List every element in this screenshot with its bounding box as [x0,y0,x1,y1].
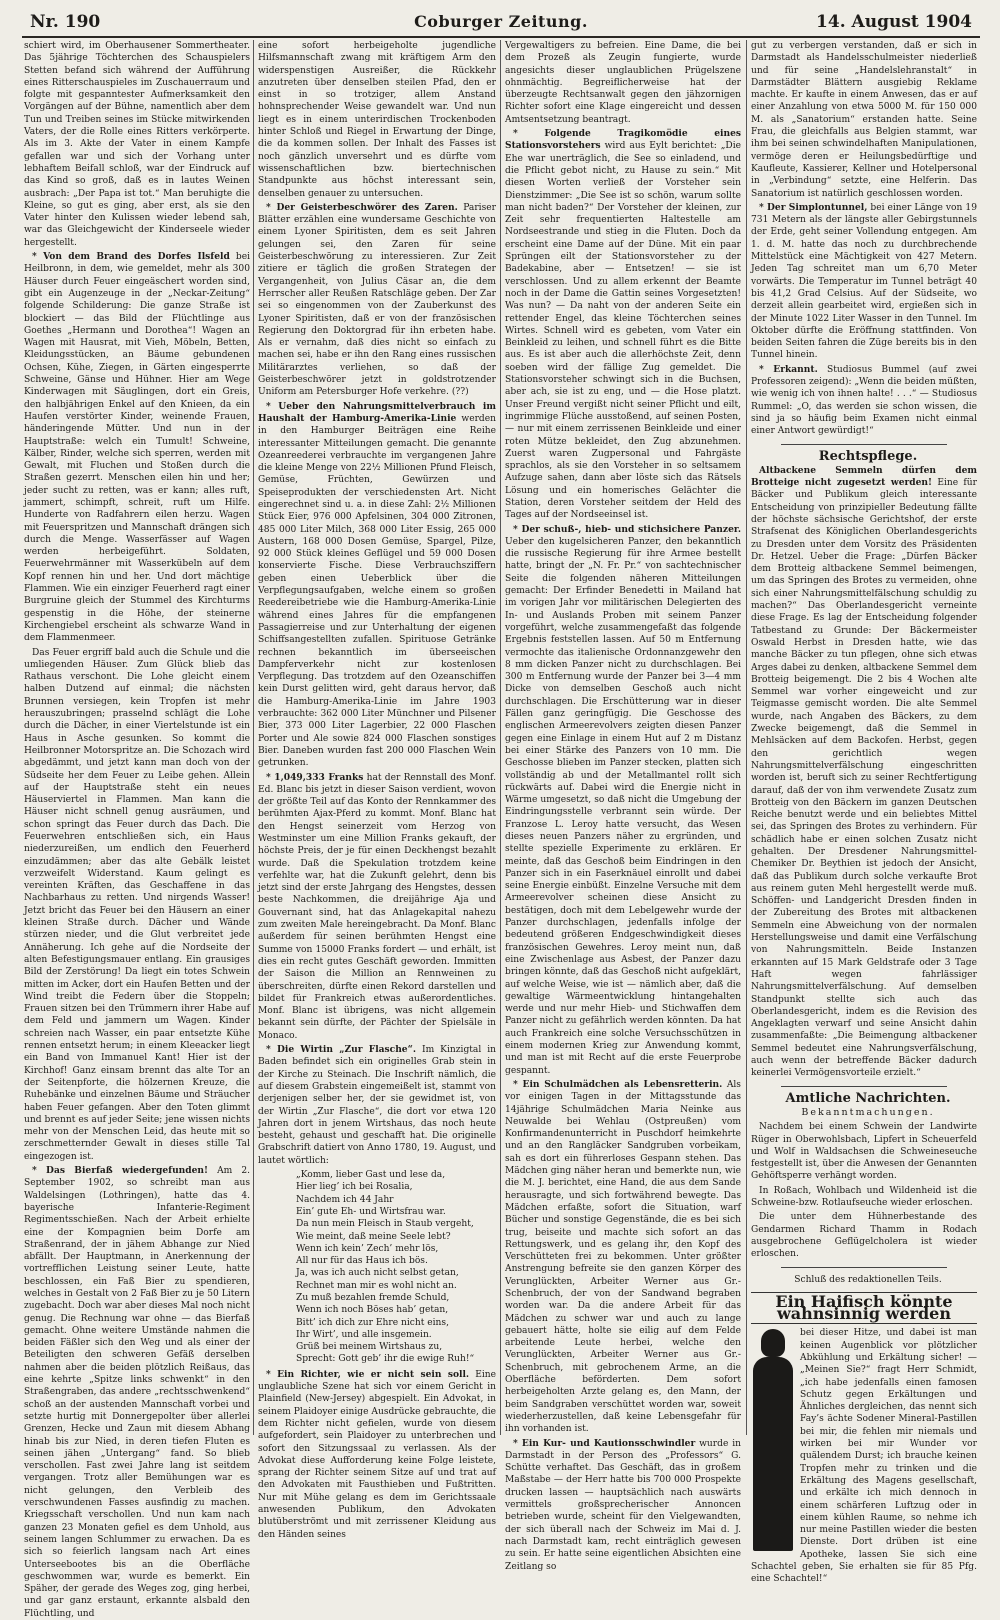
article-title: * Von dem Brand des Dorfes Ilsfeld [32,251,230,263]
notice-text: In Roßach, Wohlbach und Wildenheid ist die Schweine-bzw. Rotlaufseuche wieder erloschen. [751,1185,977,1209]
article-text: eine sofort herbeigeholte jugendliche Hilfsmannschaft zwang mit kräftigem Arm den widerspenstigen Ausreißer, die Rückkehr anzutreten über denselben steilen Pfad, den er einst in so trotziger, allem Anstand hohnsprechender Weise gewandelt war. Und nun liegt es in einem unterirdischen Trockenboden hinter Schloß und Riegel in Erwartung der Dinge, die da kommen sollen. Der Inhalt des Fasses ist noch gänzlich unversehrt und es dürfte vom wissenschaftlichen bzw. biertechnischen Standpunkte aus höchst interessant sein, denselben genauer zu untersuchen. [258,41,496,199]
poem-line: Wenn ich kein’ Zech’ mehr lös, [296,1243,439,1254]
article-girl [505,1079,741,1436]
article-text: hat der Rennstall des Monf. Ed. Blanc bis jetzt in dieser Saison verdient, wovon der größte Teil auf das Konto der Rennkammer des berühmten Ajax-Pferd zu kommt. Monf. Blanc hat den Hengst seinerzeit vom Herzog von Westminster um eine Million Franks gekauft, der höchste Preis, der je für einen Deckhengst bezahlt wurde. Daß die Spekulation trotzdem keine verfehlte war, hat die Zukunft gelehrt, denn bis jetzt sind der erste Jahrgang des Hengstes, dessen beste Nachkommen, die dreijährige Aja und Gouvernant sind, hat das Anlagekapital nahezu zum zweiten Male hereingebracht. Da Monf. Blanc außerdem für seinen berühmten Hengst eine Summe von 15000 Franks fordert — und erhält, ist dies ein recht gutes Geschäft geworden. Immitten der Saison die Million an Rennweinen zu überschreiten, dürfte einen Rekord darstellen und bildet für Frankreich etwas außerordentliches. Monf. Blanc ist übrigens, was nicht allgemein bekannt sein dürfte, der Pächter der Spielsäle in Monaco. [258,772,496,1041]
section-divider [781,1086,947,1087]
poem-line: All nur für das Haus ich bös. [296,1256,428,1267]
article-text: Ueber den kugelsicheren Panzer, den bekanntlich die russische Regierung für ihre Armee bestellt hatte, bringt der „N. Fr. Pr.“ von sachtechnischer Seite die folgenden näheren Mitteilungen gemacht: Der Erfinder Benedetti in Mailand hat im vorigen Jahr vor militärischen Delegierten des In- und Auslands Proben mit seinem Panzer vorgeführt, welche zusammengefaßt das folgende Ergebnis feststellen lassen. Auf 50 m Entfernung vermochte das italienische Ordonnanzgewehr den 8 mm dicken Panzer nicht zu durchschlagen. Bei 300 m Entfernung wurde der Panzer bei 3—4 mm Dicke von demselben Geschoß auch nicht durchschlagen. Die Erschütterung war in dieser Fällen ganz geringfügig. Die Geschosse des englischen Armeerevolvers zeigten diesen Panzer gegen eine Einlage in einem Hut auf 2 m Distanz bei einer Stärke des Panzers von 10 mm. Die Geschosse blieben im Panzer stecken, platten sich vollständig ab und der Metallmantel rollt sich rückwärts auf. Dabei wird die Energie nicht in Wärme umgesetzt, so daß nicht die Umgebung der Eindringungsstelle verbrannt sein würde. Der Franzose L. Leroy hatte versucht, das Wesen dieses neuen Panzers näher zu ergründen, und stellte spezielle Experimente zu erklären. Er meinte, daß das Geschoß beim Eindringen in den Panzer sich in ein Faserknäuel einrollt und dabei seine Energie einbüßt. Einzelne Versuche mit dem Armeerevolver scheinen diese Ansicht zu bestätigen, doch mit dem Lebelgewehr wurde der Panzer durchschlagen, jedenfalls infolge der bedeutend größeren Endgeschwindigkeit dieses französischen Gewehres. Leroy meint nun, daß eine Zwischenlage aus Asbest, der Panzer dazu bringen könnte, daß das Geschoß nicht aufgeklärt, auf welche Weise, wie ist — nämlich aber, daß die gewaltige Wärmeentwicklung hintangehalten werde und nur mehr Hieb- und Stichwaffen dem Panzer nicht zu gefährlich werden könnten. Da hat auch Frankreich eine solche Versuchsschützen in einem modernen Krieg zur Anwendung kommt, und man ist mit Recht auf die erste Feuerprobe gespannt. [505,536,741,1076]
article-judge [258,1369,496,1541]
poem-line: Ein’ gute Eh- und Wirtsfrau war. [296,1206,446,1217]
article-text: bei Heilbronn, in dem, wie gemeldet, mehr als 300 Häuser durch Feuer eingeäschert worden sind, gibt ein Augenzeuge in der „Neckar-Zeitung“ folgende Schilderung: Die ganze Straße ist blockiert — das Bild der Flüchtlinge aus Goethes „Hermann und Dorothea“! Wagen an Wagen mit Hausrat, mit Vieh, Möbeln, Betten, Kleidungsstücken, an Bäume gebundenen Ochsen, Kühe, Ziegen, in Gärten eingesperrte Schweine, Gänse und Hühner. Hier am Wege Kinderwagen mit Säuglingen, dort ein Greis, den halbjährigen Enkel auf den Knieen, da ein Haufen verstörter Kinder, weinende Frauen, händeringende Mütter. Und nun in der Hauptstraße: welch ein Tumult! Schweine, Kälber, Rinder, welche sich sperren, werden mit Gewalt, mit Fluchen und Stoßen durch die Straßen gezerrt. Menschen eilen hin und her; jeder sucht zu retten, was er kann; alles ruft, jammert, schimpft, schreit, ruft um Hilfe. Hunderte von Radfahrern eilen herzu. Wagen mit Feuerspritzen und Mannschaft drängen sich durch die Menge. Wasserfässer auf Wagen werden herbeigeführt. Soldaten, Feuerwehrmänner mit Wasserkübeln auf dem Kopf rennen hin und her. Und dort mächtige Flammen. Wie ein einziger Feuerherd ragt einer Burgruine gleich der Stummel des Kirchturms gespenstig in die Höhe, der steinerne Kirchengiebel erscheint als schwarze Wand in dem Flammenmeer. [24,252,250,644]
article-title: Altbackene Semmeln dürfen dem Brotteige nicht zugesetzt werden! [751,464,977,489]
article-title: * Der schuß-, hieb- und stichsichere Panzer. [513,523,741,535]
masthead [22,6,980,38]
poem-line: Wenn ich noch Böses hab’ getan, [296,1305,449,1316]
poem-line: Zu muß bezahlen fremde Schuld, [296,1292,450,1303]
article-bread [751,465,977,1080]
issue-date: 14. August 1904 [816,12,972,32]
article-francs [258,772,496,1043]
advertisement [751,1327,977,1585]
epitaph-poem [258,1169,496,1366]
section-subheading: Bekanntmachungen. [801,1106,935,1118]
article-text: Am 2. September 1902, so schreibt man aus Waldelsingen (Lothringen), hatte das 4. bayerische Infanterie-Regiment Regimentsschießen. Nach der Arbeit erhielte eine der Kompagnien beim Dorfe am Straßenrand, der in jähem Abhange zur Nied abfällt. Der Hauptmann, in Anerkennung der vortrefflichen Leistung seiner Leute, hatte beschlossen, ein Faß Bier zu spendieren, welches in Gestalt von 2 Faß Bier zu je 50 Litern zugebacht. Doch war aber dieses Mal noch nicht genug. Die Rechnung war ohne — das Bierfaß gemacht. Ohne weitere Umstände nahmen die beiden Fäßler sich den Weg und als einer der Beteiligten den schweren Gefäß derselben nahmen aber die beiden plötzlich Reißaus, das eine kehrte „Spitze links schwenkt“ in den Straßengraben, das andere „rechtsschwenkend“ schoß an der austenden Mannschaft vorbei und setzte hurtig mit Donnergepolter über allerlei Grenzen, Hecke und Zaun mit diesem Abhang hinab bis zur Nied, in deren tiefen Fluten es seinen jähen „Untergang“ fand. So blieb verschollen. Fast zwei Jahre lang ist seitdem vergangen. Trotz aller Bemühungen war es nicht gelungen, den Verbleib des verschwundenen Fasses ausfindig zu machen. Kriegsschaft verschollen. Und nun kam nach ganzen 23 Monaten gefiel es dem Unhold, aus seinem langen Schlummer zu erwachen. Da es sich so feierlich langsam nach Art eines Unterseebootes bis an die Oberfläche geschwommen war, wurde es bemerkt. Ein Späher, der gerade des Weges zog, ging herbei, und gar ganz erstaunt, erkannte alsbald den Flüchtling, und [24,1166,250,1619]
article-text: wurde in Darmstadt in der Person des „Professors“ G. Schütte verhaftet. Das Geschäft, das in großem Maßstabe — der Herr hatte bis 700 000 Prospekte drucken lassen — hauptsächlich nach auswärts vermittels großsprecherischer Annoncen betrieben wurde, scheint für den Vielgewandten, der sich überall nach der Schweiz im Mai d. J. nach Darmstadt kam, recht einträglich gewesen zu sein. Er hatte seine eigentlichen Absichten eine Zeitlang so [505,1438,741,1572]
article-title: * Die Wirtin „Zur Flasche“. [266,1044,416,1056]
article-title: * Erkannt. [759,363,818,375]
article-food [258,401,496,770]
poem-line: Wie meint, daß meine Seele lebt? [296,1231,451,1242]
article-beer [24,1165,250,1620]
article-text: Pariser Blätter erzählen eine wundersame Geschichte von einem Lyoner Spiritisten, dem es seit Jahren gelungen sei, den Zaren für seine Geisterbeschwörung zu interessieren. Zur Zeit zitiere er täglich die großen Strategen der Vergangenheit, von Julius Cäsar an, die dem Herrscher aller Reußen Ratschläge geben. Der Zar sei so eingenommen von der Zauberkunst des Lyoner Spiritisten, daß er von der französischen Regierung den Doktorgrad für ihn erbeten habe. Als er vernahm, daß dies nicht so einfach zu machen sei, habe er ihn den Rang eines russischen Militärarztes verliehen, so daß der Geisterbeschwörer jetzt in goldstrotzender Uniform am Petersburger Hofe verkehre. (??) [258,202,496,398]
notice-text: Nachdem bei einem Schwein der Landwirte Rüger in Oberwohlsbach, Lipfert in Scheuerfeld und Wolf in Waldsachsen die Schweineseuche festgestellt ist, über die Anwesen der Genannten Gehöftsperre verhängt worden. [751,1122,978,1182]
article-text: Als vor einigen Tagen in der Mittagsstunde das 14jährige Schulmädchen Maria Neinke aus Neuwalde bei Wehlau (Ostpreußen) vom Konfirmandenunterricht in Puschdorf heimkehrte und an den Rangläcker Sandgruben vorbeikam, sah es dort ein führerloses Gespann stehen. Das Mädchen ging näher heran und bemerkte nun, wie die M. J. berichtet, eine Hand, die aus dem Sande herausragte, und sich fortwährend bewegte. Das Mädchen erfaßte, sofort die Situation, warf Bücher und sonstige Gegenstände, die es bei sich trug, beiseite und machte sich sofort an das Rettungswerk, und es gelang ihr, den Kopf des Verschütteten frei zu bekommen. Unter größter Anstrengung befreite sie den ganzen Körper des Verunglückten, Arbeiter Werner aus Gr.-Schenbruch, der von der Sandwand begraben worden war. Da die andere Arbeit für das Mädchen zu schwer war und auch zu lange gebauert hätte, holte sie eilig auf dem Felde arbeitende Leute herbei, welche den Verunglückten, Arbeiter Werner aus Gr.-Schenbruch, mit gebrochenem Arme, an die Oberfläche beförderten. Dem sofort herbeigeholten Arzte gelang es, den Mann, der beim Sandgraben verschüttet worden war, soweit wiederherzustellen, daß keine Lebensgefahr für ihn vorhanden ist. [505,1079,741,1435]
column-3 [505,40,741,1572]
poem-line: Sprecht: Gott geb’ ihr die ewige Ruh!“ [296,1354,475,1365]
article-inn [258,1044,496,1167]
poem-line: Nachdem ich 44 Jahr [296,1194,394,1205]
advertisement-text: bei dieser Hitze, und dabei ist man keinen Augenblick vor plötzlicher Abkühlung und Erkältung sicher! — „Meinen Sie?“ fragt Herr Schmidt, „ich habe jedenfalls einen famosen Schutz gegen Erkältungen und Ähnliches dergleichen, das nennt sich Fay’s ächte Sodener Mineral-Pastillen bei mir, die fehlen mir niemals und wirken bei mir Wunder vor quälendem Durst; ich brauche keinen Tropfen mehr zu trinken und die Erkältung des Magens gesellschaft, und erkälte ich mich dennoch in einem schärferen Luftzug oder in einem kühlen Raume, so nehme ich nur meine Pastillen wieder die besten Dienste. Dort drüben ist eine Apotheke, lassen Sie sich eine Schachtel geben, Sie erhalten sie für 85 Pfg. eine Schachtel!“ [751,1328,977,1585]
column-divider [500,40,501,1435]
column-1 [24,40,250,1619]
section-divider [781,1267,947,1268]
poem-line: Grüß bei meinem Wirtshaus zu, [296,1342,443,1353]
article-title: * 1,049,333 Franks [266,771,364,783]
article-armor [505,524,741,1077]
notice-text: Die unter dem Hühnerbestande des Gendarmen Richard Thamm in Rodach ausgebrochene Geflügelcholera ist wieder erloschen. [751,1212,977,1260]
column-divider [253,40,254,1435]
article-text: Im Kinzigtal in Baden befindet sich ein originelles Grab stein in der Kirche zu Steinach. Die Inschrift nämlich, die auf diesem Grabstein eingemeißelt ist, stammt von derjenigen selber her, der sie gewidmet ist, von der Wirtin „Zur Flasche“, die dort vor etwa 120 Jahren dort in jenem Wirtshaus, das noch heute besteht, gehaust und geschafft hat. Die originelle Grabschrift datiert von Anno 1780, 19. August, und lautet wörtlich: [258,1045,496,1166]
poem-line: Hier lieg’ ich bei Rosalia, [296,1182,413,1193]
article-fire [24,251,250,645]
section-divider [781,444,947,445]
issue-number: Nr. 190 [30,12,101,32]
article-text: Das Feuer ergriff bald auch die Schule und die umliegenden Häuser. Zum Glück blieb das Rathaus verschont. Die Lohe gleicht einem halben Dutzend auf einmal; die nächsten Brunnen versiegen, kein Tropfen ist mehr herauszubringen; prasselnd schlägt die Lohe durch die Dächer, in einer Viertelstunde ist ein Haus in Asche gesunken. So kommt die Heilbronner Motorspritze an. Die Schozach wird abgedämmt, und jetzt kann man doch von der Südseite her dem Feuer zu Leibe gehen. Allein auf der Hauptstraße steht ein neues Häuserviertel in Flammen. Man kann die Häuser nicht schnell genug ausräumen, und schon springt das Feuer durch das Dach. Die Feuerwehren entschließen sich, ein Haus niederzureißen, um endlich den Feuerherd einzudämmen; aber das alte Gebälk leistet verzweifelt Widerstand. Kaum gelingt es vereinten Kräften, das Geschaffene in das Nachbarhaus zu retten. Und nirgends Wasser! Jetzt bricht das Feuer bei den Häusern an einer kleinen Straße durch. Dächer und Wände stürzen nieder, und die Glut verbreitet jede Annäherung. Ich gehe auf die Nordseite der alten Befestigungsmauer entlang. Ein grausiges Bild der Zerstörung! Da liegt ein totes Schwein mitten im Acker, dort ein Haufen Betten und der Wind treibt die Federn über die Stoppeln; Frauen sitzen bei den Trümmern ihrer Habe auf dem Feld und jammern um Wagen. Kinder schreien nach Wasser, ein paar entsetzte Kühe rennen entsetzt herum; in einem Kleeacker liegt ein Band von Immanuel Kant! Hier ist der Kirchhof! Ganz einsam brennt das alte Tor an der Seitenpforte, die hölzernen Kreuze, die Ruhebänke und einzelnen Bäume und Sträucher haben Feuer gefangen. Aber den Toten glimmt und brennt es auf jeder Seite; jene wissen nichts mehr von der Menschen Leid, das heute mit so zerschmetternder Gewalt in dieses stille Tal eingezogen ist. [24,647,250,1162]
article-title: * Ueber den Nahrungsmittelverbrauch im Haushalt der Hamburg-Amerika-Linie [258,400,496,424]
poem-line: Bitt’ ich dich zur Ehre nicht eins, [296,1317,449,1328]
poem-line: Rechnet man mir es wohl nicht an. [296,1280,457,1291]
poem-line: „Komm, lieber Gast und lese da, [296,1170,446,1181]
advertisement-headline: Ein Haifisch könnte wahnsinnig werden [751,1292,977,1325]
column-2 [258,40,496,1540]
poem-line: Ihr Wirt’, und alle insgemein. [296,1329,432,1340]
article-quack [505,1438,741,1573]
article-text: werden in den Hamburger Beiträgen eine Reihe interessanter Mitteilungen gemacht. Die genannte Ozeanreederei verbrauchte im vergangenen Jahre die kleine Menge von 22½ Millionen Pfund Fleisch, Gemüse, Früchten, Gewürzen und Speiseprodukten der verschiedensten Art. Nicht eingerechnet sind u. a. in diese Zahl: 2½ Millionen Stück Eier, 976 000 Apfelsinen, 304 000 Zitronen, 485 000 Liter Milch, 368 000 Liter Essig, 265 000 Austern, 168 000 Dosen Gemüse, Spargel, Pilze, 92 000 Stück kleines Geflügel und 59 000 Dosen konservierte Fische. Diese Verbrauchsziffern geben einen Ueberblick über die Verpflegungsaufgaben, welche einem so großen Reedereibetriebe wie die Hamburg-Amerika-Linie während eines Jahres für die empfangenen Passagierreise und zur Unterhaltung der eigenen Schiffsangestellten zufallen. Spirituose Getränke rechnen bekanntlich im überseeischen Dampferverkehr nicht zur kostenlosen Verpflegung. Das trotzdem auf den Ozeanschiffen kein Durst gelitten wird, geht daraus hervor, daß die Hamburg-Amerika-Linie im Jahre 1903 verbrauchte: 362 000 Liter Münchner und Pilsener Bier, 373 000 Liter Lagerbier, 22 000 Flaschen Porter und Ale sowie 824 000 Flaschen sonstiges Bier. Daneben wurden fast 200 000 Flaschen Wein getrunken. [258,413,496,769]
silhouette-figure-icon [751,1329,795,1551]
article-exam [751,364,977,438]
article-text: Vergewaltigers zu befreien. Eine Dame, die bei dem Prozeß als Zeugin fungierte, wurde angesichts dieser unglaublichen Prügelszene ohnmächtig. Begreiflicherweise hat der überzeugte Rechtsanwalt gegen den jähzornigen Richter sofort eine Klage eingereicht und dessen Amtsentsetzung beantragt. [505,41,741,125]
section-heading-official: Amtliche Nachrichten. [785,1090,951,1106]
section-heading-law: Rechtspflege. [818,448,918,464]
article-text: gut zu verbergen verstanden, daß er sich in Darmstadt als Handelsschulmeister niederließ und für seine „Handelslehranstalt“ in Darmstädter Blättern ausgiebig Reklame machte. Er kaufte in einem Anwesen, das er auf einer Anzahlung von etwa 5000 M. für 150 000 M. als „Sanatorium“ erstanden hatte. Seine Frau, die gleichfalls aus Belgien stammt, war ihm bei seinen schwindelhaften Manipulationen, vermöge deren er Heilungsbedürftige und Kaufleute, Kassierer, Kellner und Hotelpersonal in „Verbindung“ setzte, eine Helferin. Das Sanatorium ist natürlich geschlossen worden. [751,41,977,199]
poem-line: Ja, was ich auch nicht selbst getan, [296,1268,459,1279]
article-text: wird aus Eylt berichtet: „Die Ehe war unerträglich, die See so einladend, und die Pflicht gebot nicht, zu Hause zu sein.“ Mit diesen Worten verließ der Vorsteher sein Dienstzimmer: „Die See ist so schön, warum sollte man nicht baden?“ Der Vorsteher der kleinen, zur Zeit sehr frequentierten Haltestelle am Nordseestrande und stieg in die Fluten. Doch da erscheint eine Dame auf der Düne. Mit ein paar Sprüngen eilt der Stationsvorsteher zu der Badekabine, aber — Entsetzen! — sie ist verschlossen. Und zu allem erkennt der Beamte noch in der Dame die Gattin seines Vorgesetzten! Was nun? — Da naht von der anderen Seite ein rettender Engel, das kleine Töchterchen seines Wirtes. Schnell wird es gebeten, vom Vater ein Beinkleid zu leihen, und schnell führt es die Bitte aus. Es ist aber auch die allerhöchste Zeit, denn soeben wird der fällige Zug gemeldet. Die Stationsvorsteher schwingt sich in die Buchsen, aber ach, sie ist zu eng, und — die Hose platzt. Unser Freund vergißt nicht seiner Pflicht und eilt, ingrimmige Flüche ausstoßend, auf seinen Posten, — nur mit einem zerrissenen Beinkleide und einer roten Mütze bekleidet, den Zug abzunehmen. Zuerst waren Zugpersonal und Fahrgäste sprachlos, als sie den Vorsteher in so seltsamem Aufzuge sahen, dann aber löste sich das Rätsels Lösung und ein homerisches Gelächter die Station, deren Vorsteher seitdem der Held des Tages auf der Nordseeinsel ist. [505,141,741,521]
poem-line: Da nun mein Fleisch in Staub vergeht, [296,1219,474,1230]
article-text: Eine unglaubliche Szene hat sich vor einem Gericht in Plainfield (New-Jersey) abgespielt. Ein Advokat, in seinem Plaidoyer einige Ausdrücke gebrauchte, die dem Richter nicht gefielen, wurde von diesem aufgefordert, sein Plaidoyer zu unterbrechen und sofort den Sitzungssaal zu verlassen. Als der Advokat diese Aufforderung keine Folge leistete, sprang der Richter seinem Sitze auf und trat auf den Advokaten mit Fausthieben und Fußtritten. Nur mit Mühe gelang es dem im Gerichtssaale anwesenden Publikum, den Advokaten blutüberströmt und mit zerrissener Kleidung aus den Händen seines [258,1369,496,1540]
article-title: * Der Simplontunnel, [759,201,868,213]
article-title: * Ein Kur- und Kautionsschwindler [513,1437,696,1449]
article-title: * Folgende Tragikomödie eines Stationsvorstehers [505,128,741,152]
editorial-end-note: Schluß des redaktionellen Teils. [794,1274,942,1285]
column-divider [746,40,747,1435]
article-tunnel [751,202,977,362]
article-text: bei einer Länge von 19 731 Metern als der längste aller Gebirgstunnels der Erde, geht seiner Vollendung entgegen. Am 1. d. M. hatte das noch zu durchbrechende Mittelstück eine Mächtigkeit von 427 Metern. Jeden Tag schreitet man um 6,70 Meter vorwärts. Die Temperatur im Tunnel beträgt 40 bis 41,2 Grad Celsius. Auf der Südseite, wo derzeit allein gearbeitet wird, ergießen sich in der Minute 1022 Liter Wasser in den Tunnel. Im Oktober dürfte die Eröffnung stattfinden. Von beiden Seiten fahren die Züge bereits bis in den Tunnel hinein. [751,202,977,361]
article-title: * Ein Schulmädchen als Lebensretterin. [513,1078,723,1090]
article-text: Eine für Bäcker und Publikum gleich interessante Entscheidung von prinzipieller Bedeutung fällte der höchste sächsische Gerichtshof, der erste Strafsenat des Königlichen Oberlandesgerichts zu Dresden unter dem Vorsitz des Präsidenten Dr. Hetzel. Ueber die Frage: „Dürfen Bäcker dem Brotteig altbackene Semmel beimengen, um das Springen des Brotes zu vermeiden, ohne sich einer Nahrungsmittelfälschung schuldig zu machen?“ Das Oberlandesgericht verneinte diese Frage. Es lag der Entscheidung folgender Tatbestand zu Grunde: Der Bäckermeister Oswald Herbst in Dresden hatte, wie das manche Bäcker zu tun pflegen, ohne sich etwas Arges dabei zu denken, altbackene Semmel dem Brotteig beigemengt. Die 2 bis 4 Wochen alte Semmel war vorher eingeweicht und zur Teigmasse gemischt worden. Die alte Semmel wurde, nach Angaben des Bäckers, zu dem Zwecke beigemengt, daß die Semmel in Mehlsäcken auf dem Backofen. Herbst, gegen den gerichtlich wegen Nahrungsmittelverfälschung eingeschritten worden ist, beruft sich zu seiner Rechtfertigung darauf, daß der von ihm verwendete Zusatz zum Brotteig von den Bäckern im ganzen Deutschen Reiche benutzt werde und ein beliebtes Mittel sei, das Springen des Brotes zu verhindern. Für schädlich habe er einen solchen Zusatz nicht gehalten. Der Dresdener Nahrungsmittel-Chemiker Dr. Beythien ist jedoch der Ansicht, daß das Publikum durch solche verkaufte Brot aus reinem guten Mehl hergestellt werde muß. Schöffen- und Landgericht Dresden finden in der Zubereitung des Brotes mit altbackenen Semmeln eine Abweichung von der normalen Herstellungsweise und damit eine Verfälschung von Nahrungsmitteln. Beide Instanzen erkannten auf 15 Mark Geldstrafe oder 3 Tage Haft wegen fahrlässiger Nahrungsmittelverfälschung. Auf demselben Standpunkt stellte sich auch das Oberlandesgericht, indem es die Revision des Angeklagten verwarf und seine Ansicht dahin zusammenfaßte: „Die Beimengung altbackener Semmel bedeutet eine Nahrungsverfälschung, auch wenn der betreffende Bäcker dadurch keinerlei Vermögensvorteile erzielt.“ [751,478,977,1079]
article-text: Studiosus Bummel (auf zwei Professoren zeigend): „Wenn die beiden müßten, wie wenig ich von ihnen halte! . . .“ — Studiosus Rummel: „O, das werden sie schon wissen, die sind ja so häufig beim Examen nicht einmal einer Antwort gewürdigt!“ [751,364,977,437]
article-title: * Der Geisterbeschwörer des Zaren. [266,201,458,213]
article-comedy [505,128,741,522]
column-4 [751,40,978,1585]
article-ghost [258,202,496,399]
article-text: schiert wird, im Oberhausener Sommertheater. Das 5jährige Töchterchen des Schauspielers Stetten befand sich während der Aufführung eines Ritterschauspieles im Zuschauerraum und folgte mit gespanntester Aufmerksamkeit den Vorgängen auf der Bühne, namentlich aber dem Tun und Treiben seines im Stücke mitwirkenden Vaters, der die Rolle eines Ritters verkörperte. Als im 3. Akte der Vater in einem Kampfe gefallen war und sich der Vorhang unter lebhaftem Beifall schloß, war der Eindruck auf das Kind so groß, daß es in lautes Weinen ausbrach: „Der Papa ist tot.“ Man beruhigte die Kleine, so gut es ging, aber erst, als sie den Vater hinter den Kulissen wieder lebend sah, war das Gleichgewicht der Kinderseele wieder hergestellt. [24,41,250,248]
article-title: * Ein Richter, wie er nicht sein soll. [266,1368,470,1380]
article-title: * Das Bierfaß wiedergefunden! [32,1165,209,1177]
newspaper-name: Coburger Zeitung. [414,12,588,31]
